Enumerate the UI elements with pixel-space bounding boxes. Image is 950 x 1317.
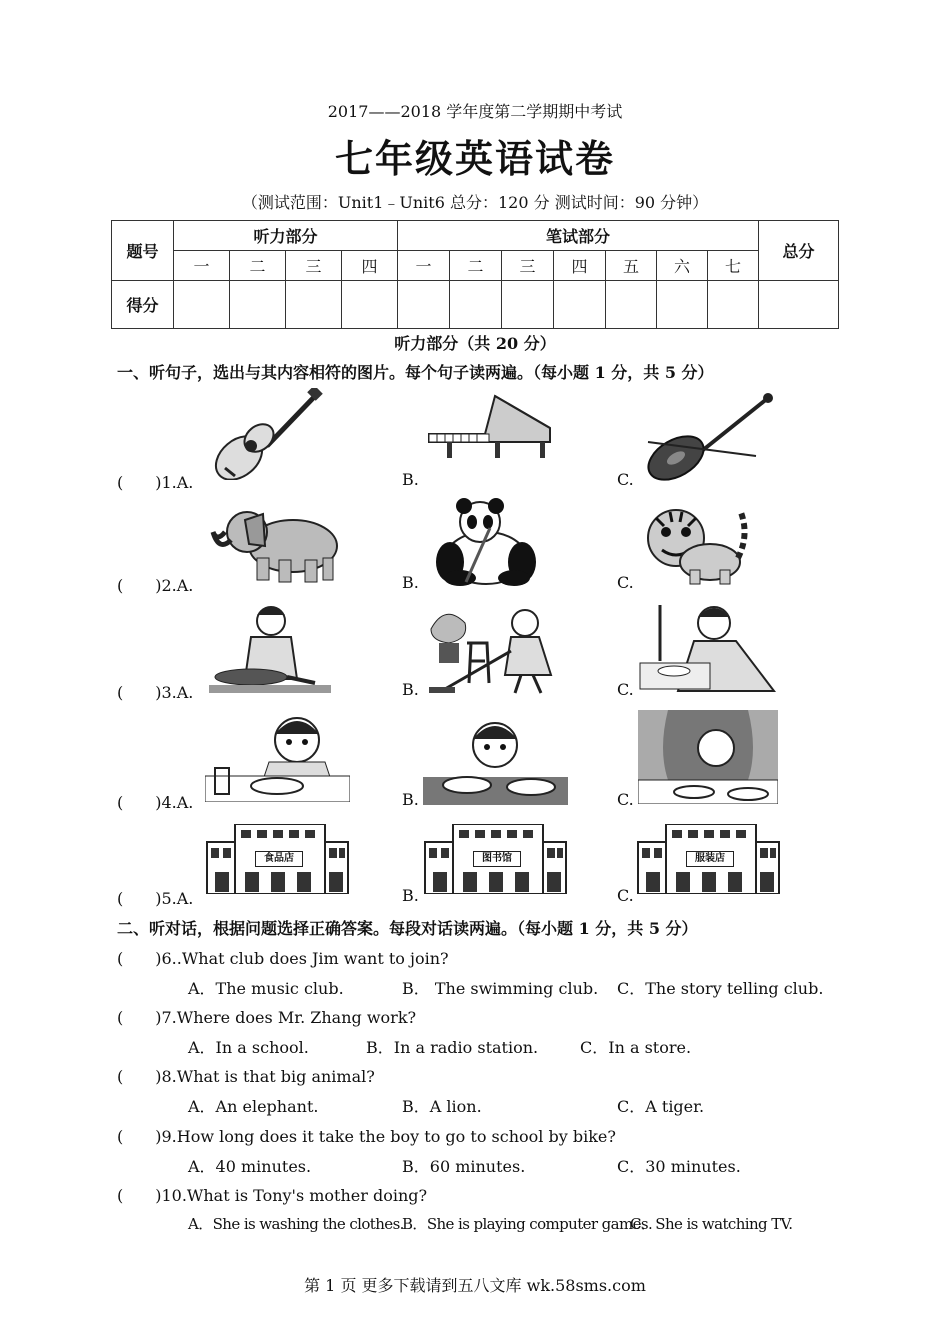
- col-header: 三: [502, 251, 554, 281]
- girl-breakfast-picture: [205, 710, 350, 802]
- col-header: 二: [450, 251, 502, 281]
- q1-option-b: B.: [402, 470, 419, 489]
- building-sign: 服装店: [686, 851, 734, 867]
- page-footer: 第 1 页 更多下载请到五八文库 wk.58sms.com: [304, 1276, 646, 1295]
- violin-picture: [638, 392, 778, 484]
- panda-picture: [430, 498, 540, 586]
- score-cell: [398, 281, 450, 329]
- q2-option-b: B.: [402, 573, 419, 592]
- score-cell: [554, 281, 606, 329]
- score-cell: [230, 281, 286, 329]
- listening-header: 听力部分: [174, 221, 398, 251]
- building-sign: 食品店: [255, 851, 303, 867]
- section1-title: 一、听句子，选出与其内容相符的图片。每个句子读两遍。（每小题 1 分，共 5 分）: [117, 363, 714, 382]
- col-header: 二: [230, 251, 286, 281]
- q9-option-c: C．30 minutes.: [617, 1157, 741, 1176]
- q8-option-b: B．A lion.: [402, 1097, 482, 1116]
- q8-question: ( )8.What is that big animal?: [117, 1067, 375, 1086]
- total-header: 总分: [759, 221, 839, 281]
- score-cell: [606, 281, 657, 329]
- q10-option-a: A．She is washing the clothes.: [188, 1215, 404, 1233]
- q10-option-b: B．She is playing computer games.: [402, 1215, 653, 1233]
- col-header: 一: [398, 251, 450, 281]
- q3-option-c: C.: [617, 680, 634, 699]
- section2-title: 二、听对话，根据问题选择正确答案。每段对话读两遍。（每小题 1 分，共 5 分）: [117, 919, 698, 938]
- score-cell: [450, 281, 502, 329]
- col-header: 四: [342, 251, 398, 281]
- q5-option-c: C.: [617, 886, 634, 905]
- exam-title: 七年级英语试卷: [334, 136, 615, 181]
- q6-option-c: C．The story telling club.: [617, 979, 824, 998]
- clothes-store-picture: [636, 824, 781, 894]
- girl-lunch-picture: [423, 715, 568, 805]
- col-header: 一: [174, 251, 230, 281]
- exam-subtitle: 2017——2018 学年度第二学期期中考试: [327, 102, 623, 121]
- building-sign: 图书馆: [473, 851, 521, 867]
- q6-question: ( )6..What club does Jim want to join?: [117, 949, 449, 968]
- score-cell: [286, 281, 342, 329]
- cooking-picture: [205, 603, 335, 695]
- q2-label: ( )2.A.: [117, 576, 194, 595]
- score-cell: [759, 281, 839, 329]
- writing-header: 笔试部分: [398, 221, 759, 251]
- q7-question: ( )7.Where does Mr. Zhang work?: [117, 1008, 417, 1027]
- guitar-picture: [205, 388, 325, 480]
- q10-question: ( )10.What is Tony's mother doing?: [117, 1186, 428, 1205]
- score-table: [111, 220, 839, 329]
- q4-label: ( )4.A.: [117, 793, 194, 812]
- library-picture: [423, 824, 568, 894]
- tiger-picture: [640, 504, 755, 586]
- listening-title: 听力部分（共 20 分）: [394, 334, 556, 353]
- q1-option-c: C.: [617, 470, 634, 489]
- q1-label: ( )1.A.: [117, 473, 194, 492]
- elephant-picture: [205, 502, 340, 584]
- q10-option-c: C．She is watching TV.: [630, 1215, 793, 1233]
- q3-option-b: B.: [402, 680, 419, 699]
- row-label-score: 得分: [112, 281, 174, 329]
- q5-option-b: B.: [402, 886, 419, 905]
- food-store-picture: [205, 824, 350, 894]
- q2-option-c: C.: [617, 573, 634, 592]
- sweeping-picture: [425, 603, 570, 695]
- q9-question: ( )9.How long does it take the boy to go to school by bike?: [117, 1127, 616, 1146]
- q8-option-a: A．An elephant.: [188, 1097, 319, 1116]
- q9-option-b: B．60 minutes.: [402, 1157, 526, 1176]
- col-header: 三: [286, 251, 342, 281]
- q7-option-a: A．In a school.: [188, 1038, 309, 1057]
- q7-option-c: C．In a store.: [580, 1038, 692, 1057]
- col-header: 七: [708, 251, 759, 281]
- washing-dishes-picture: [638, 601, 778, 693]
- q3-label: ( )3.A.: [117, 683, 194, 702]
- score-cell: [502, 281, 554, 329]
- exam-info: （测试范围：Unit1﹣Unit6 总分：120 分 测试时间：90 分钟）: [241, 193, 709, 212]
- girl-dinner-picture: [638, 710, 778, 804]
- q4-option-c: C.: [617, 790, 634, 809]
- col-header: 五: [606, 251, 657, 281]
- row-label-question: 题号: [112, 221, 174, 281]
- col-header: 四: [554, 251, 606, 281]
- q4-option-b: B.: [402, 790, 419, 809]
- q8-option-c: C．A tiger.: [617, 1097, 705, 1116]
- score-cell: [657, 281, 708, 329]
- q6-option-a: A．The music club.: [188, 979, 344, 998]
- q9-option-a: A．40 minutes.: [188, 1157, 312, 1176]
- col-header: 六: [657, 251, 708, 281]
- score-cell: [342, 281, 398, 329]
- q5-label: ( )5.A.: [117, 889, 194, 908]
- q6-option-b: B． The swimming club.: [402, 979, 599, 998]
- piano-picture: [425, 390, 555, 460]
- q7-option-b: B．In a radio station.: [366, 1038, 539, 1057]
- score-cell: [708, 281, 759, 329]
- score-cell: [174, 281, 230, 329]
